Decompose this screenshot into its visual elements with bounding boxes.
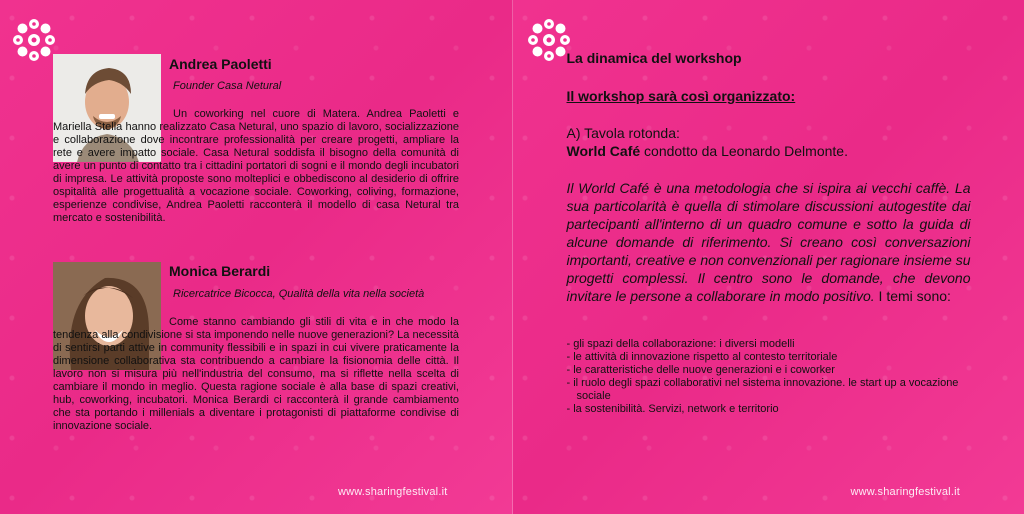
sharing-festival-logo-icon — [12, 18, 56, 62]
section-a-detail — [567, 142, 848, 160]
person-role: Ricercatrice Bicocca, Qualità della vita nella società — [173, 288, 425, 300]
workshop-title: La dinamica del workshop — [566, 50, 742, 66]
list-item: - le attività di innovazione rispetto al contesto territoriale — [566, 351, 838, 363]
person-bio: Come stanno cambiando gli stili di vita e in che modo la tendenza alla condivisione si sta imponendo nelle nuove generazioni? La necessità di sentirsi parti attive in community flessibili e in spazi in cui vivere praticamente la dimensione collaborativa sta contribuendo a cambiare la fisionomia delle città. Il lavoro non si misura più nell'industria del consumo, ma si riflette nella scelta di cambiare il mondo in meglio. Questa ragione sociale è alla base di spazi creativi, hub, coworking, incubatori. Monica Berardi ci racconterà il grande cambiamento che sta portando i millenials a diventare i protagonisti di piattaforme condivise di innovazione sociale. — [53, 316, 459, 432]
section-a-heading: A) Tavola rotonda: — [566, 125, 680, 141]
sharing-festival-logo-icon — [527, 18, 571, 62]
person-bio: Un coworking nel cuore di Matera. Andrea Paoletti e Mariella Stella hanno realizzato Casa Netural, uno spazio di lavoro, socializzazione e collaborazione dove incontrare professionalità per creare progetti, ampliare la rete e avere impatto sociale. Casa Netural soddisfa il bisogno della comunità di avere un punto di contatto tra i cittadini portatori di sogni e il mondo degli incubatori di impresa. Le attività proposte sono molteplici e obbediscono al desiderio di offrire ospitalità alle progettualità a vocazione sociale. Coworking, coliving, formazione, esperienze condivise, Andrea Paoletti racconterà il modello di casa Netural tra mercato e sostenibilità. — [53, 108, 459, 224]
website-url[interactable]: www.sharingfestival.it — [337, 486, 448, 498]
person-name: Andrea Paoletti — [169, 56, 272, 72]
person-name: Monica Berardi — [169, 263, 271, 279]
topics-list — [567, 338, 987, 416]
topics-intro: I temi sono: — [874, 288, 951, 304]
right-page — [512, 0, 1024, 514]
website-url[interactable]: www.sharingfestival.it — [850, 486, 960, 498]
section-a-conductor: condotto da Leonardo Delmonte. — [640, 143, 848, 159]
section-a — [567, 124, 848, 160]
list-item: - le caratteristiche delle nuove generazioni e i coworker — [566, 364, 835, 376]
workshop-subtitle: Il workshop sarà così organizzato: — [566, 88, 796, 104]
person-role: Founder Casa Netural — [173, 80, 282, 92]
world-cafe-label: World Café — [566, 143, 641, 159]
list-item: - gli spazi della collaborazione: i diversi modelli — [566, 338, 795, 350]
world-cafe-description — [567, 179, 971, 305]
world-cafe-paragraph: Il World Café è una metodologia che si ispira ai vecchi caffè. La sua particolarità è quella di stimolare discussioni autogestite dai partecipanti all'interno di un quadro comune e sotto la guida di alcune domande di riferimento. Si creano così conversazioni importanti, creative e non convenzionali per ragionare insieme su progetti complessi. Il centro sono le domande, che devono invitare le persone a collaborare in modo positivo. — [566, 180, 971, 304]
list-item: - la sostenibilità. Servizi, network e territorio — [566, 403, 779, 415]
list-item: - il ruolo degli spazi collaborativi nel sistema innovazione. le start up a vocazione sociale — [566, 377, 959, 402]
